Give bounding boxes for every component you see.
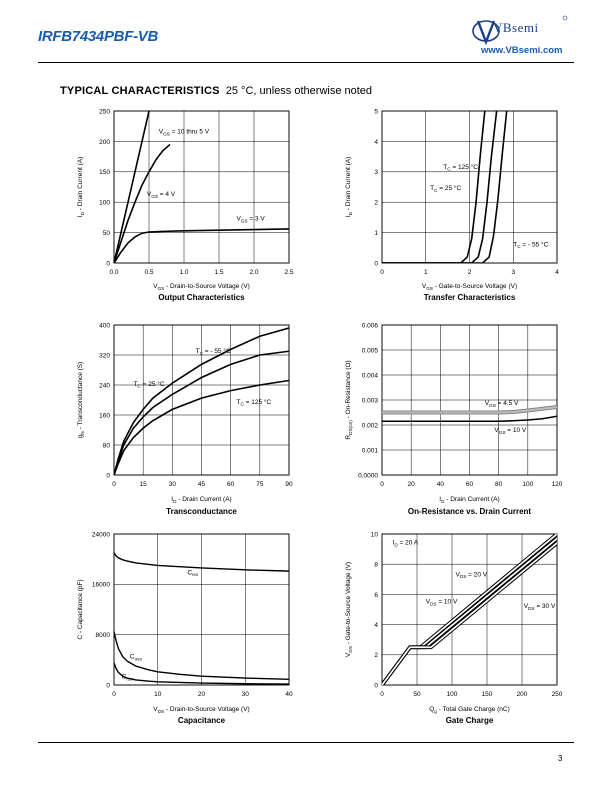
x-tick-label: 60: [227, 481, 235, 488]
x-tick-label: 200: [516, 691, 528, 698]
y-tick-label: 3: [374, 169, 378, 177]
y-tick-label: 2: [374, 652, 378, 660]
y-axis-title-group: [77, 157, 85, 217]
x-tick-label: 10: [154, 691, 162, 698]
y-axis-title: $V_{GS}$ - Gate-to-Source Voltage (V): [345, 561, 353, 658]
y-tick-label: 0.003: [361, 397, 378, 405]
chart-3: [77, 322, 293, 516]
y-tick-label: 0.001: [361, 447, 378, 455]
curve-label: $T_C = 125$ °C: [443, 163, 478, 172]
x-tick-label: 0: [380, 691, 384, 698]
y-axis-title-group: [77, 362, 85, 439]
part-number: IRFB7434PBF-VB: [38, 28, 158, 45]
y-tick-label: 320: [99, 352, 110, 360]
x-tick-label: 40: [436, 481, 444, 488]
x-tick-label: 0: [380, 269, 384, 276]
y-tick-label: 6: [374, 591, 378, 599]
x-tick-label: 0: [112, 691, 116, 698]
y-tick-label: 0.004: [361, 372, 378, 380]
x-tick-label: 1.5: [214, 269, 224, 276]
x-tick-label: 90: [285, 481, 293, 488]
chart-title: Output Characteristics: [158, 293, 245, 302]
y-tick-label: 50: [102, 230, 110, 237]
x-tick-label: 75: [256, 481, 264, 488]
curve-label: $T_C = 25$ °C: [430, 185, 462, 193]
chart-title: Transfer Characteristics: [423, 293, 516, 302]
y-axis-title-group: [345, 157, 353, 217]
x-tick-label: 2: [467, 269, 472, 276]
chart-2: [345, 108, 559, 302]
x-tick-label: 20: [197, 691, 206, 698]
y-tick-label: 0.0000: [358, 472, 378, 480]
chart-title: Capacitance: [177, 716, 226, 725]
y-tick-label: 2: [374, 199, 378, 207]
y-tick-label: 0.006: [361, 322, 378, 330]
x-tick-label: 4: [555, 269, 559, 276]
y-axis-title: C - Capacitance (pF): [77, 579, 84, 640]
x-tick-label: 2.5: [284, 269, 294, 276]
y-axis-title: $I_D$ - Drain Current (A): [77, 156, 85, 218]
y-tick-label: 240: [99, 382, 110, 390]
y-axis-title-group: [77, 579, 84, 639]
x-tick-label: 40: [285, 691, 293, 698]
curve-label: $C_{iss}$: [187, 569, 198, 578]
chart-4: [345, 322, 563, 516]
x-axis-title: $I_D$ - Drain Current (A): [171, 496, 232, 504]
y-tick-label: 0.005: [361, 347, 378, 355]
y-tick-label: 4: [374, 622, 378, 629]
curve-label: $V_{DS} = 10$ V: [425, 598, 458, 607]
series-line: [114, 144, 170, 263]
y-axis-title-group: [345, 360, 353, 439]
y-tick-label: 1: [374, 230, 378, 237]
curve-label: $C_{oss}$: [129, 653, 142, 662]
series-line-inner: [382, 539, 557, 685]
x-tick-label: 1.0: [179, 269, 189, 276]
y-tick-label: 80: [102, 442, 110, 450]
x-tick-label: 80: [495, 481, 503, 488]
curve-label: $V_{DS} = 30$ V: [523, 602, 556, 611]
y-tick-label: 200: [99, 138, 110, 146]
y-axis-title: $I_D$ - Drain Current (A): [345, 156, 353, 218]
y-axis-title-group: [345, 562, 353, 657]
y-tick-label: 24000: [91, 531, 110, 539]
y-tick-label: 0: [106, 472, 110, 480]
chart-6: [345, 531, 563, 725]
page-number: 3: [558, 754, 563, 763]
curve-label: $C_{rss}$: [121, 673, 133, 682]
x-tick-label: 2.0: [249, 269, 259, 276]
x-tick-label: 50: [413, 691, 421, 698]
curve-label: $V_{GS} = 10$ V: [494, 427, 527, 435]
y-tick-label: 0.002: [361, 422, 378, 430]
series-line: [114, 229, 289, 263]
y-tick-label: 400: [99, 322, 110, 330]
curve-label: $I_D = 20$ A: [392, 539, 419, 548]
y-axis-title: $R_{DS(on)}$ - On-Resistance (Ω): [345, 360, 353, 440]
x-tick-label: 100: [522, 481, 534, 488]
x-tick-label: 0.5: [144, 269, 154, 276]
x-tick-label: 3: [511, 269, 516, 276]
x-tick-label: 30: [241, 691, 249, 698]
chart-title: On-Resistance vs. Drain Current: [407, 507, 532, 516]
curve-label: $T_C$ = - 55 °C: [195, 348, 231, 357]
y-tick-label: 8000: [95, 632, 110, 640]
curve-label: $T_C = 125$ °C: [236, 398, 272, 407]
x-tick-label: 20: [407, 481, 415, 488]
section-title: TYPICAL CHARACTERISTICS: [60, 85, 220, 97]
y-tick-label: 150: [99, 169, 110, 177]
y-tick-label: 16000: [91, 581, 110, 589]
y-tick-label: 8: [374, 561, 378, 569]
y-tick-label: 10: [370, 531, 378, 539]
y-tick-label: 4: [374, 138, 378, 146]
x-tick-label: 0: [380, 481, 384, 488]
y-tick-label: 100: [99, 199, 110, 207]
logo-url[interactable]: www.VBsemi.com: [481, 45, 563, 56]
y-tick-label: 0: [374, 682, 378, 690]
x-tick-label: 0.0: [109, 269, 119, 276]
curve-label: $V_{GS} = 10$ thru 5 V: [158, 128, 210, 137]
x-tick-label: 250: [551, 691, 563, 698]
y-tick-label: 0: [106, 260, 110, 268]
y-tick-label: 250: [99, 108, 110, 116]
x-tick-label: 150: [481, 691, 493, 698]
x-tick-label: 60: [465, 481, 474, 488]
x-tick-label: 45: [197, 481, 206, 488]
y-tick-label: 0: [374, 260, 378, 268]
footer-rule: [38, 742, 574, 743]
chart-title: Transconductance: [166, 507, 237, 516]
chart-1: [77, 108, 294, 302]
x-axis-title: $I_D$ - Drain Current (A): [439, 496, 500, 504]
x-tick-label: 120: [551, 481, 563, 488]
x-tick-label: 15: [139, 481, 147, 488]
chart-5: [77, 531, 293, 725]
x-axis-title: $Q_g$ - Total Gate Charge (nC): [429, 706, 510, 714]
curve-label: $V_{GS} = 4.5$ V: [484, 400, 519, 408]
x-axis-title: $V_{DS}$ - Drain-to-Source Voltage (V): [153, 706, 250, 714]
curve-label: $T_C = 25$ °C: [133, 380, 165, 389]
y-tick-label: 0: [106, 682, 110, 690]
section-subtitle: 25 °C, unless otherwise noted: [225, 85, 373, 97]
x-tick-label: 1: [423, 269, 428, 276]
logo-text: VBsemi: [493, 20, 539, 35]
curve-label: $V_{GS} = 3$ V: [236, 215, 265, 224]
x-tick-label: 100: [446, 691, 458, 698]
x-tick-label: 0: [112, 481, 116, 488]
chart-title: Gate Charge: [445, 716, 494, 725]
x-tick-label: 30: [168, 481, 176, 488]
y-axis-title: $g_{fs}$ - Transconductance (S): [77, 361, 85, 439]
y-tick-label: 5: [374, 108, 378, 116]
curve-label: $V_{DS} = 20$ V: [455, 571, 488, 580]
curve-label: $T_C$ = - 55 °C: [513, 241, 549, 250]
curve-label: $V_{GS} = 4$ V: [146, 191, 176, 200]
y-tick-label: 160: [99, 412, 110, 420]
x-axis-title: $V_{GS}$ - Drain-to-Source Voltage (V): [153, 283, 250, 291]
x-axis-title: $V_{GS}$ - Gate-to-Source Voltage (V): [421, 283, 518, 291]
